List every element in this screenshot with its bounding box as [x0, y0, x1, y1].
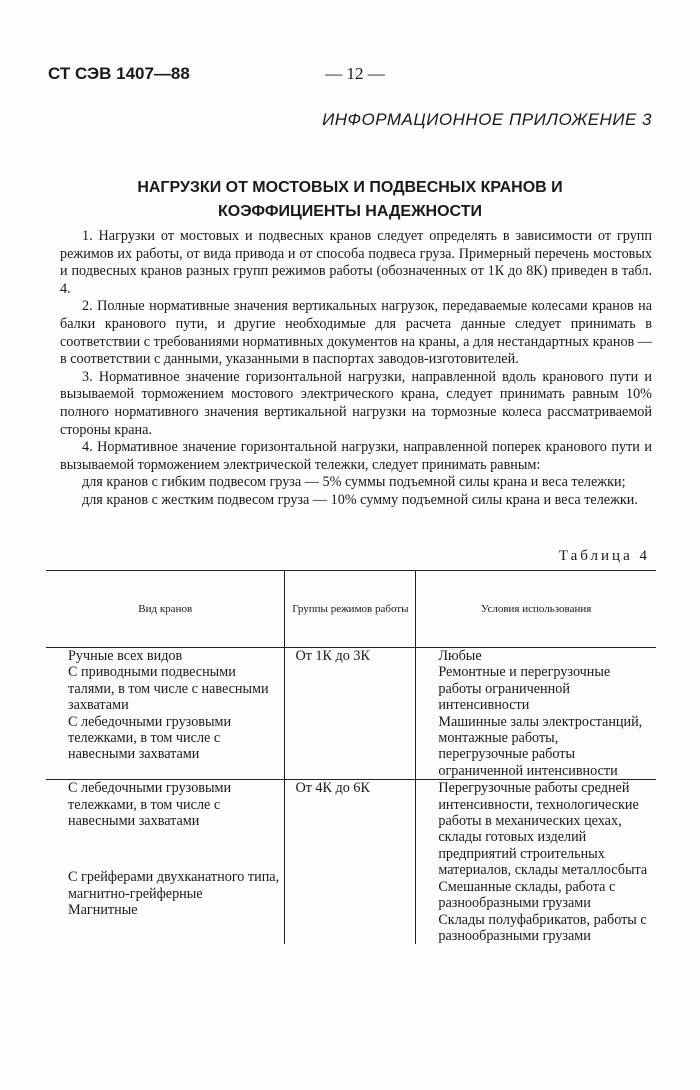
header-conditions: Условия использования — [416, 571, 656, 648]
section-title-line-1: НАГРУЗКИ ОТ МОСТОВЫХ И ПОДВЕСНЫХ КРАНОВ И — [137, 179, 563, 196]
crane-table — [46, 570, 656, 944]
kind-item: С грейферами двухканатного типа, магнитно-грейферные — [68, 869, 280, 902]
conditions-cell — [416, 780, 656, 945]
kind-item: С лебедочными грузовыми тележками, в том числе с навесными захватами — [68, 780, 232, 830]
paragraph-4: 4. Нормативное значение горизонтальной нагрузки, направленной поперек кранового пути и вызываемой торможением электрической тележки, следует принимать равным: — [60, 439, 652, 473]
kind-item: С лебедочными грузовыми тележками, в том числе с навесными захватами — [68, 713, 232, 763]
paragraph-4a: для кранов с гибким подвесом груза — 5% суммы подъемной силы крана и веса тележки; — [82, 474, 626, 491]
header-mode-groups: Группы режимов работы — [285, 571, 416, 648]
paragraph-1: 1. Нагрузки от мостовых и подвесных кранов следует определять в зависимости от групп режимов их работы, от вида привода и от способа подвеса груза. Примерный перечень мостовых и подвесных кранов разных групп режимов работы (обозначенных от 1К до 8К) приведен в табл. 4. — [60, 228, 652, 297]
kinds-cell — [46, 780, 285, 945]
header-crane-kind: Вид кранов — [46, 571, 285, 648]
condition-item: Машинные залы электростанций, монтажные работы, перегрузочные работы ограниченной интенсивности — [438, 713, 643, 779]
paragraph-2: 2. Полные нормативные значения вертикальных нагрузок, передаваемые колесами кранов на балки кранового пути, и другие необходимые для расчета данные следует принимать в соответствии с требованиями нормативных документов на краны, а для нестандартных кранов — в соответствии с данными, указанными в паспортах заводов-изготовителей. — [60, 298, 652, 368]
kind-item: Магнитные — [68, 902, 138, 919]
modes-cell: От 1К до 3К — [285, 648, 416, 780]
table-header-row — [46, 571, 656, 648]
paragraph-3: 3. Нормативное значение горизонтальной нагрузки, направленной вдоль кранового пути и вызываемой торможением мостового электрического крана, следует принимать равным 10% полного нормативного значения вертикальной нагрузки на тормозные колеса рассматриваемой стороны крана. — [60, 368, 652, 438]
body-text — [60, 228, 652, 510]
table-row — [46, 780, 656, 945]
modes-cell: От 4К до 6К — [285, 780, 416, 945]
kinds-cell — [46, 648, 285, 780]
conditions-cell — [416, 648, 656, 780]
appendix-label: ИНФОРМАЦИОННОЕ ПРИЛОЖЕНИЕ 3 — [322, 110, 652, 129]
condition-item: Склады полуфабрикатов, работы с разнообразными грузами — [438, 911, 647, 944]
section-title-line-2: КОЭФФИЦИЕНТЫ НАДЕЖНОСТИ — [218, 203, 482, 220]
kind-item: С приводными подвесными талями, в том числе с навесными захватами — [68, 664, 269, 714]
condition-item: Любые — [438, 648, 482, 664]
condition-item: Перегрузочные работы средней интенсивности, технологические работы в механических цехах, склады готовых изделий предприятий строительных материалов, склады металлосбыта — [438, 780, 648, 879]
table-caption: Таблица 4 — [558, 548, 650, 564]
page-number: — 12 — — [325, 64, 385, 83]
section-title — [60, 176, 640, 224]
condition-item: Ремонтные и перегрузочные работы ограниченной интенсивности — [438, 664, 611, 714]
standard-code: СТ СЭВ 1407—88 — [48, 64, 190, 83]
kind-item: Ручные всех видов — [68, 648, 183, 664]
paragraph-4b: для кранов с жестким подвесом груза — 10% сумму подъемной силы крана и веса тележки. — [82, 491, 638, 508]
condition-item: Смешанные склады, работа с разнообразными грузами — [438, 878, 616, 912]
table-row — [46, 648, 656, 780]
